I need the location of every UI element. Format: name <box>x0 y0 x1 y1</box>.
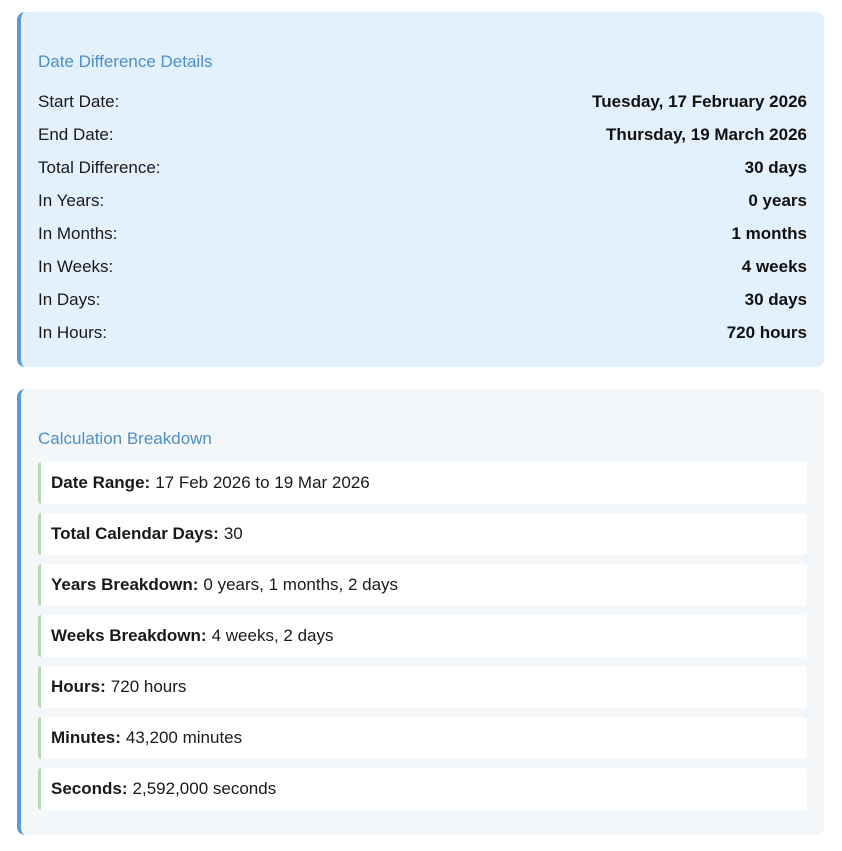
breakdown-value: 4 weeks, 2 days <box>211 626 334 645</box>
detail-value: 0 years <box>748 190 807 210</box>
breakdown-value: 17 Feb 2026 to 19 Mar 2026 <box>155 473 370 492</box>
detail-row-months <box>38 217 807 250</box>
detail-value: 720 hours <box>726 322 807 342</box>
detail-value: 30 days <box>744 289 807 309</box>
detail-label: Start Date: <box>38 91 120 111</box>
breakdown-label: Hours: <box>51 677 106 696</box>
breakdown-label: Weeks Breakdown: <box>51 626 207 645</box>
breakdown-value: 0 years, 1 months, 2 days <box>203 575 399 594</box>
breakdown-label: Total Calendar Days: <box>51 524 219 543</box>
breakdown-item-years <box>38 564 807 606</box>
detail-label: In Years: <box>38 190 105 210</box>
calculation-breakdown-card <box>17 389 824 835</box>
detail-label: In Months: <box>38 223 118 243</box>
breakdown-label: Date Range: <box>51 473 151 492</box>
breakdown-label: Minutes: <box>51 728 121 747</box>
breakdown-value: 43,200 minutes <box>125 728 243 747</box>
detail-value: 30 days <box>744 157 807 177</box>
detail-value: 1 months <box>731 223 807 243</box>
detail-value: Tuesday, 17 February 2026 <box>592 91 807 111</box>
breakdown-item-hours <box>38 666 807 708</box>
details-title: Date Difference Details <box>38 52 213 71</box>
breakdown-item-date-range <box>38 462 807 504</box>
detail-row-years <box>38 184 807 217</box>
detail-label: Total Difference: <box>38 157 161 177</box>
breakdown-title: Calculation Breakdown <box>38 429 212 448</box>
detail-row-hours <box>38 316 807 349</box>
breakdown-item-seconds <box>38 768 807 810</box>
detail-value: 4 weeks <box>741 256 807 276</box>
breakdown-label: Seconds: <box>51 779 128 798</box>
detail-row-start-date <box>38 85 807 118</box>
detail-row-weeks <box>38 250 807 283</box>
detail-value: Thursday, 19 March 2026 <box>606 124 807 144</box>
breakdown-item-minutes <box>38 717 807 759</box>
detail-row-days <box>38 283 807 316</box>
breakdown-value: 720 hours <box>110 677 187 696</box>
breakdown-value: 2,592,000 seconds <box>132 779 277 798</box>
date-difference-details-card <box>17 12 824 367</box>
breakdown-label: Years Breakdown: <box>51 575 199 594</box>
detail-label: In Days: <box>38 289 101 309</box>
detail-row-total-difference <box>38 151 807 184</box>
breakdown-item-weeks <box>38 615 807 657</box>
breakdown-item-total-calendar-days <box>38 513 807 555</box>
detail-label: End Date: <box>38 124 114 144</box>
detail-row-end-date <box>38 118 807 151</box>
detail-label: In Hours: <box>38 322 107 342</box>
detail-label: In Weeks: <box>38 256 114 276</box>
breakdown-value: 30 <box>223 524 243 543</box>
